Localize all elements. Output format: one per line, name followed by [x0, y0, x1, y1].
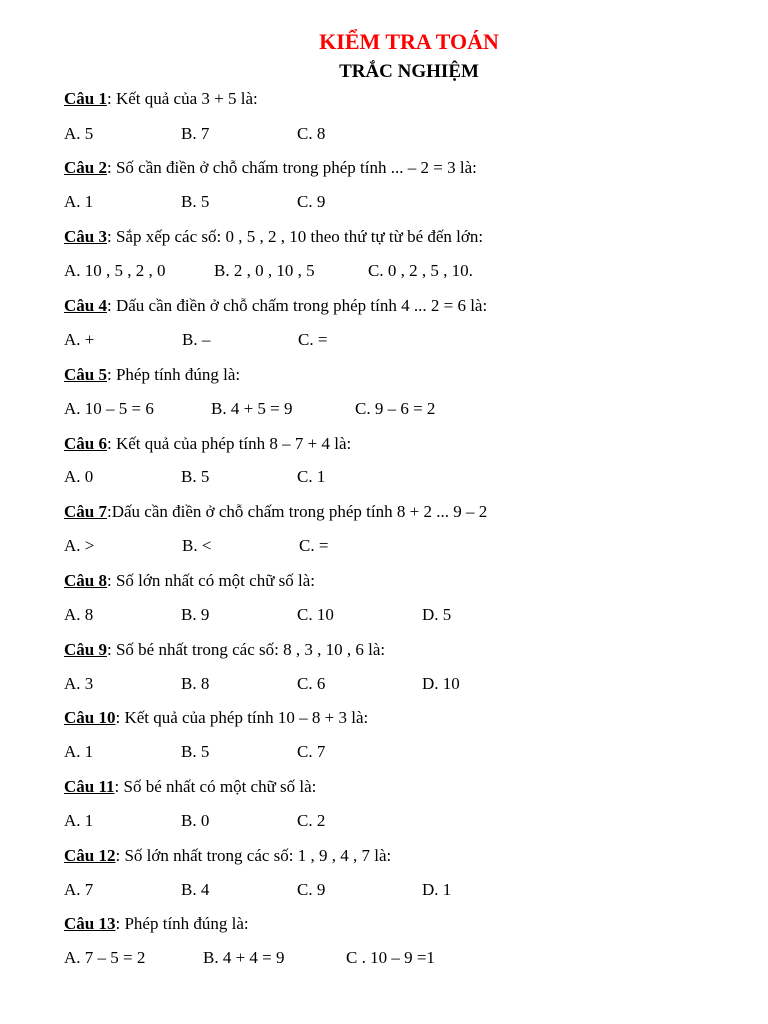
question-separator: : — [106, 571, 116, 590]
question-4 — [64, 296, 487, 316]
question-separator: : — [106, 158, 116, 177]
answer-option[interactable]: D. 1 — [422, 880, 452, 899]
exam-title: KIỂM TRA TOÁN — [319, 29, 499, 54]
answer-option[interactable]: B. 2 , 0 , 10 , 5 — [214, 261, 315, 280]
question-text: Số bé nhất có một chữ số là: — [123, 777, 317, 796]
question-separator: : — [115, 914, 125, 933]
question-text: Số lớn nhất có một chữ số là: — [115, 571, 316, 590]
answer-option[interactable]: A. 1 — [64, 742, 94, 761]
answer-options-7 — [64, 536, 744, 556]
answer-option[interactable]: C. 2 — [297, 811, 326, 830]
answer-option[interactable]: D. 5 — [422, 605, 452, 624]
question-label: Câu 3 — [64, 227, 107, 246]
answer-option[interactable]: B. 5 — [181, 742, 210, 761]
answer-options-12 — [64, 880, 744, 900]
answer-option[interactable]: B. 5 — [181, 192, 210, 211]
answer-option[interactable]: A. 5 — [64, 124, 94, 143]
answer-option[interactable]: A. 1 — [64, 811, 94, 830]
answer-options-8 — [64, 605, 744, 625]
answer-option[interactable]: A. 10 – 5 = 6 — [64, 399, 154, 418]
question-label: Câu 8 — [64, 571, 107, 590]
question-label: Câu 10 — [64, 708, 116, 727]
answer-option[interactable]: C. 10 — [297, 605, 334, 624]
question-text: Số bé nhất trong các số: 8 , 3 , 10 , 6 là: — [115, 640, 386, 659]
question-text: Dấu cần điền ở chỗ chấm trong phép tính 8 + 2 ... 9 – 2 — [111, 502, 488, 521]
answer-option[interactable]: C. 6 — [297, 674, 326, 693]
answer-options-2 — [64, 192, 744, 212]
answer-option[interactable]: B. 4 + 5 = 9 — [211, 399, 293, 418]
answer-option[interactable]: C. 0 , 2 , 5 , 10. — [368, 261, 473, 280]
question-text: Phép tính đúng là: — [115, 365, 241, 384]
question-5 — [64, 365, 240, 385]
question-label: Câu 1 — [64, 89, 107, 108]
question-text: Kết quả của phép tính 10 – 8 + 3 là: — [124, 708, 369, 727]
question-6 — [64, 434, 351, 454]
question-label: Câu 11 — [64, 777, 115, 796]
question-text: Phép tính đúng là: — [124, 914, 249, 933]
question-label: Câu 12 — [64, 846, 116, 865]
question-8 — [64, 571, 315, 591]
question-text: Sắp xếp các số: 0 , 5 , 2 , 10 theo thứ tự từ bé đến lớn: — [115, 227, 484, 246]
question-label: Câu 4 — [64, 296, 107, 315]
answer-option[interactable]: C. 9 – 6 = 2 — [355, 399, 436, 418]
answer-option[interactable]: A. 8 — [64, 605, 94, 624]
question-11 — [64, 777, 316, 797]
question-separator: : — [115, 708, 125, 727]
answer-options-13 — [64, 948, 744, 968]
question-separator: : — [106, 640, 116, 659]
answer-option[interactable]: A. 10 , 5 , 2 , 0 — [64, 261, 166, 280]
question-1 — [64, 89, 258, 109]
answer-option[interactable]: A. 7 – 5 = 2 — [64, 948, 146, 967]
answer-option[interactable]: A. 7 — [64, 880, 94, 899]
question-separator: : — [106, 89, 116, 108]
answer-option[interactable]: B. 7 — [181, 124, 210, 143]
answer-option[interactable]: C. 8 — [297, 124, 326, 143]
answer-options-1 — [64, 124, 744, 144]
question-text: Kết quả của phép tính 8 – 7 + 4 là: — [115, 434, 352, 453]
answer-options-9 — [64, 674, 744, 694]
answer-option[interactable]: A. > — [64, 536, 95, 555]
answer-options-11 — [64, 811, 744, 831]
question-label: Câu 13 — [64, 914, 116, 933]
answer-option[interactable]: A. 1 — [64, 192, 94, 211]
answer-option[interactable]: A. 3 — [64, 674, 94, 693]
question-separator: : — [106, 365, 116, 384]
question-10 — [64, 708, 368, 728]
question-separator: : — [106, 434, 116, 453]
question-label: Câu 7 — [64, 502, 107, 521]
answer-option[interactable]: A. + — [64, 330, 95, 349]
answer-options-10 — [64, 742, 744, 762]
answer-option[interactable]: C. 7 — [297, 742, 326, 761]
answer-option[interactable]: B. 0 — [181, 811, 210, 830]
answer-option[interactable]: A. 0 — [64, 467, 94, 486]
answer-option[interactable]: B. 9 — [181, 605, 210, 624]
question-label: Câu 5 — [64, 365, 107, 384]
question-label: Câu 2 — [64, 158, 107, 177]
question-label: Câu 9 — [64, 640, 107, 659]
answer-option[interactable]: C . 10 – 9 =1 — [346, 948, 435, 967]
exam-subtitle: TRẮC NGHIỆM — [339, 61, 479, 82]
question-9 — [64, 640, 385, 660]
answer-options-3 — [64, 261, 744, 281]
question-separator: : — [115, 846, 125, 865]
question-7 — [64, 502, 487, 522]
answer-option[interactable]: B. < — [182, 536, 212, 555]
answer-option[interactable]: B. – — [182, 330, 211, 349]
question-separator: : — [106, 296, 116, 315]
answer-options-6 — [64, 467, 744, 487]
answer-option[interactable]: D. 10 — [422, 674, 460, 693]
question-2 — [64, 158, 477, 178]
question-separator: : — [106, 227, 116, 246]
question-13 — [64, 914, 249, 934]
question-label: Câu 6 — [64, 434, 107, 453]
question-text: Số cần điền ở chỗ chấm trong phép tính ... – 2 = 3 là: — [115, 158, 477, 177]
answer-option[interactable]: C. 9 — [297, 880, 326, 899]
answer-option[interactable]: C. 1 — [297, 467, 326, 486]
question-separator: : — [114, 777, 124, 796]
answer-option[interactable]: B. 4 + 4 = 9 — [203, 948, 285, 967]
question-separator: : — [106, 502, 112, 521]
answer-option[interactable]: C. = — [299, 536, 329, 555]
question-3 — [64, 227, 483, 247]
question-12 — [64, 846, 391, 866]
answer-option[interactable]: B. 8 — [181, 674, 210, 693]
question-text: Kết quả của 3 + 5 là: — [115, 89, 258, 108]
answer-options-4 — [64, 330, 744, 350]
question-text: Số lớn nhất trong các số: 1 , 9 , 4 , 7 là: — [124, 846, 392, 865]
answer-option[interactable]: B. 4 — [181, 880, 210, 899]
answer-option[interactable]: C. = — [298, 330, 328, 349]
answer-option[interactable]: C. 9 — [297, 192, 326, 211]
answer-option[interactable]: B. 5 — [181, 467, 210, 486]
answer-options-5 — [64, 399, 744, 419]
question-text: Dấu cần điền ở chỗ chấm trong phép tính 4 ... 2 = 6 là: — [115, 296, 488, 315]
